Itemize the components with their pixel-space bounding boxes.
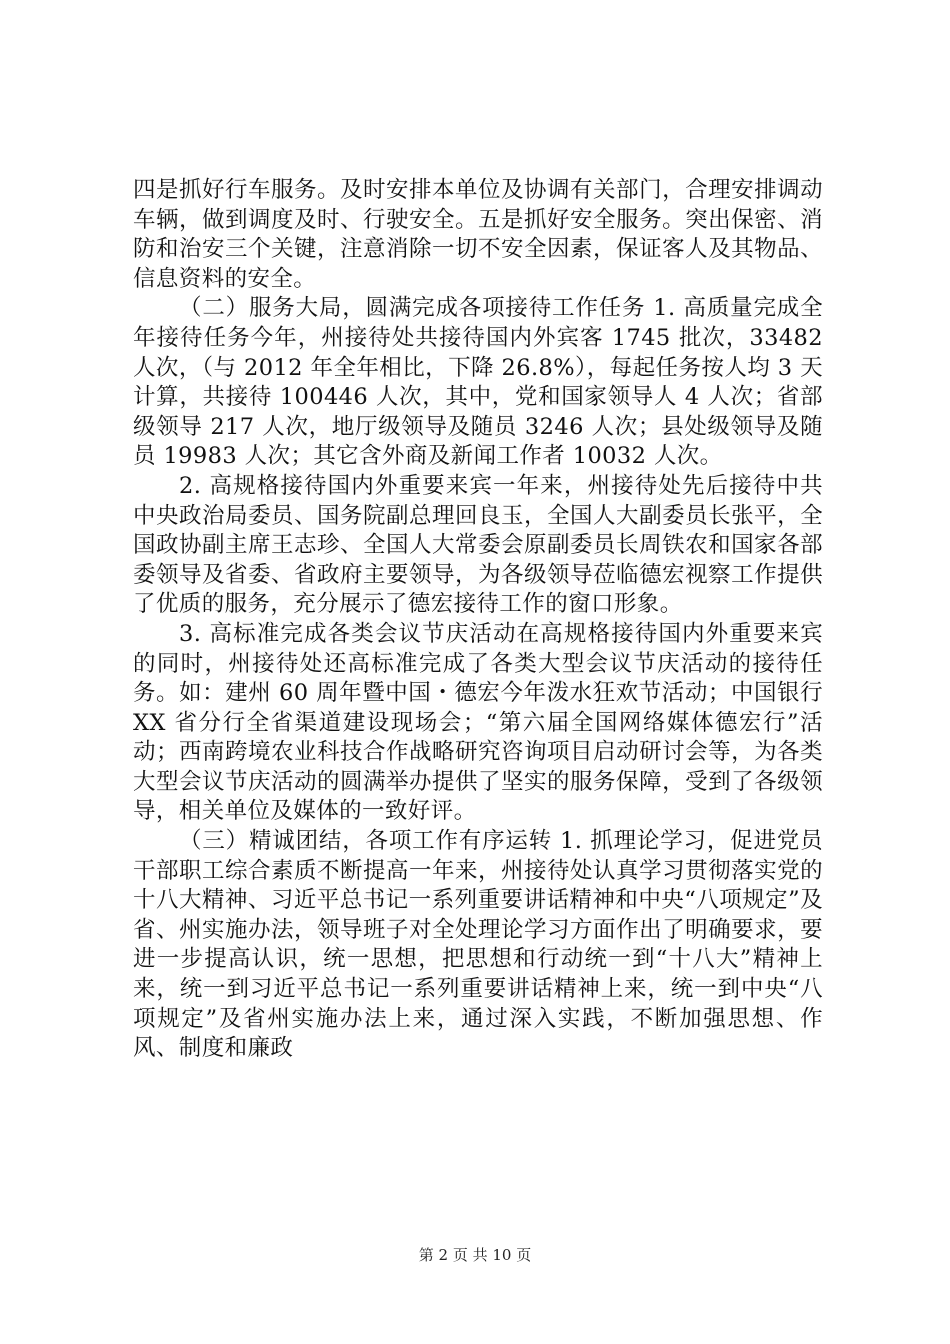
document-body [133,176,823,1064]
paragraph-3: 2. 高规格接待国内外重要来宾一年来，州接待处先后接待中共中央政治局委员、国务院副总理回良玉，全国人大副委员长张平，全国政协副主席王志珍、全国人大常委会原副委员长周铁农和国家各部委领导及省委、省政府主要领导，为各级领导莅临德宏视察工作提供了优质的服务，充分展示了德宏接待工作的窗口形象。 [133,472,823,618]
paragraph-5: （三）精诚团结，各项工作有序运转 1. 抓理论学习，促进党员干部职工综合素质不断提高一年来，州接待处认真学习贯彻落实党的十八大精神、习近平总书记一系列重要讲话精神和中央“八项规定”及省、州实施办法，领导班子对全处理论学习方面作出了明确要求，要进一步提高认识，统一思想，把思想和行动统一到“十八大”精神上来，统一到习近平总书记一系列重要讲话精神上来，统一到中央“八项规定”及省州实施办法上来，通过深入实践，不断加强思想、作风、制度和廉政 [133,828,823,1062]
paragraph-1: 四是抓好行车服务。及时安排本单位及协调有关部门，合理安排调动车辆，做到调度及时、行驶安全。五是抓好安全服务。突出保密、消防和治安三个关键，注意消除一切不安全因素，保证客人及其物品、信息资料的安全。 [133,177,823,292]
paragraph-2: （二）服务大局，圆满完成各项接待工作任务 1. 高质量完成全年接待任务今年，州接待处共接待国内外宾客 1745 批次，33482 人次，（与 2012 年全年相比，下降 26.8%），每起任务按人均 3 天计算，共接待 100446 人次，其中，党和国家领导人 4 人次；省部级领导 217 人次，地厅级领导及随员 3246 人次；县处级领导及随员 19983 人次；其它含外商及新闻工作者 10032 人次。 [133,295,823,470]
paragraph-4: 3. 高标准完成各类会议节庆活动在高规格接待国内外重要来宾的同时，州接待处还高标准完成了各类大型会议节庆活动的接待任务。如：建州 60 周年暨中国・德宏今年泼水狂欢节活动；中国银行 XX 省分行全省渠道建设现场会；“第六届全国网络媒体德宏行”活动；西南跨境农业科技合作战略研究咨询项目启动研讨会等，为各类大型会议节庆活动的圆满举办提供了坚实的服务保障，受到了各级领导，相关单位及媒体的一致好评。 [133,620,823,825]
page-footer: 第 2 页 共 10 页 [418,1246,532,1264]
